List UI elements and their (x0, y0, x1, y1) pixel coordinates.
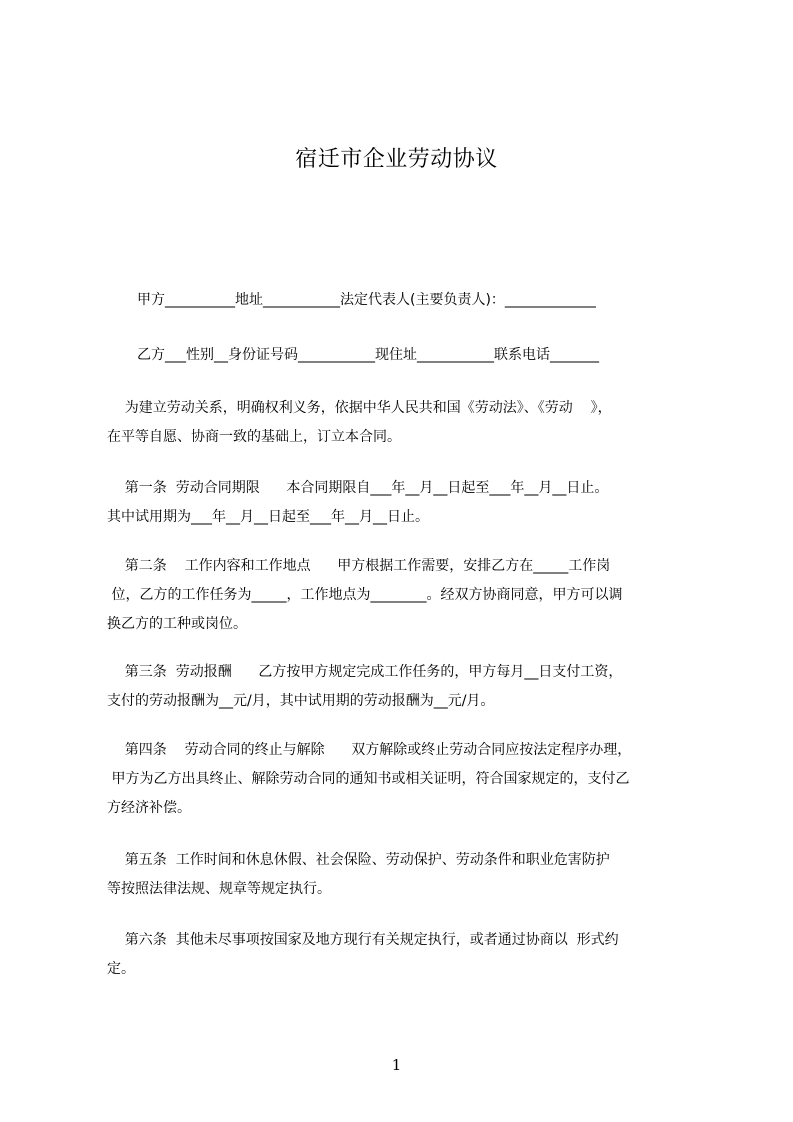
article-4 (107, 736, 707, 823)
article-6 (107, 926, 707, 984)
paragraph-line: 位，乙方的工作任务为_____，工作地点为________。经双方协商同意，甲方可以调 (107, 587, 623, 603)
article-5 (107, 846, 707, 904)
paragraph-line: 为建立劳动关系，明确权利义务，依据中华人民共和国《劳动法》、《劳动 》， (107, 400, 612, 416)
paragraph-line: 定。 (107, 961, 135, 977)
paragraph-line: 第五条 工作时间和休息休假、社会保险、劳动保护、劳动条件和职业危害防护 (107, 852, 610, 868)
paragraph-line: 甲方为乙方出具终止、解除劳动合同的通知书或相关证明，符合国家规定的，支付乙 (107, 771, 630, 787)
party-a-line: 甲方__________地址___________法定代表人(主要负责人)：_____________ (137, 292, 596, 308)
paragraph-line: 等按照法律法规、规章等规定执行。 (107, 881, 331, 897)
paragraph-line: 方经济补偿。 (107, 800, 191, 816)
paragraph-line: 换乙方的工种或岗位。 (107, 616, 247, 632)
paragraph-line: 在平等自愿、协商一致的基础上，订立本合同。 (107, 429, 401, 445)
article-1 (107, 474, 707, 532)
paragraph-line: 第三条 劳动报酬 乙方按甲方规定完成工作任务的，甲方每月__日支付工资， (107, 664, 623, 680)
paragraph-line: 其中试用期为___年__月__日起至___年__月__日止。 (107, 509, 429, 525)
intro-paragraph (107, 394, 707, 452)
page-number: 1 (391, 1056, 402, 1074)
paragraph-line: 第二条 工作内容和工作地点 甲方根据工作需要，安排乙方在_____工作岗 (107, 558, 611, 574)
party-b-line: 乙方___性别__身份证号码___________现住址___________联系电话_______ (137, 347, 599, 363)
article-2 (107, 552, 707, 639)
paragraph-line: 第六条 其他未尽事项按国家及地方现行有关规定执行，或者通过协商以 形式约 (107, 932, 619, 948)
paragraph-line: 支付的劳动报酬为__元/月，其中试用期的劳动报酬为__元/月。 (107, 693, 495, 709)
document-title: 宿迁市企业劳动协议 (295, 147, 498, 172)
article-3 (107, 658, 707, 716)
paragraph-line: 第四条 劳动合同的终止与解除 双方解除或终止劳动合同应按法定程序办理， (107, 742, 632, 758)
paragraph-line: 第一条 劳动合同期限 本合同期限自___年__月__日起至___年__月__日止。 (107, 480, 609, 496)
